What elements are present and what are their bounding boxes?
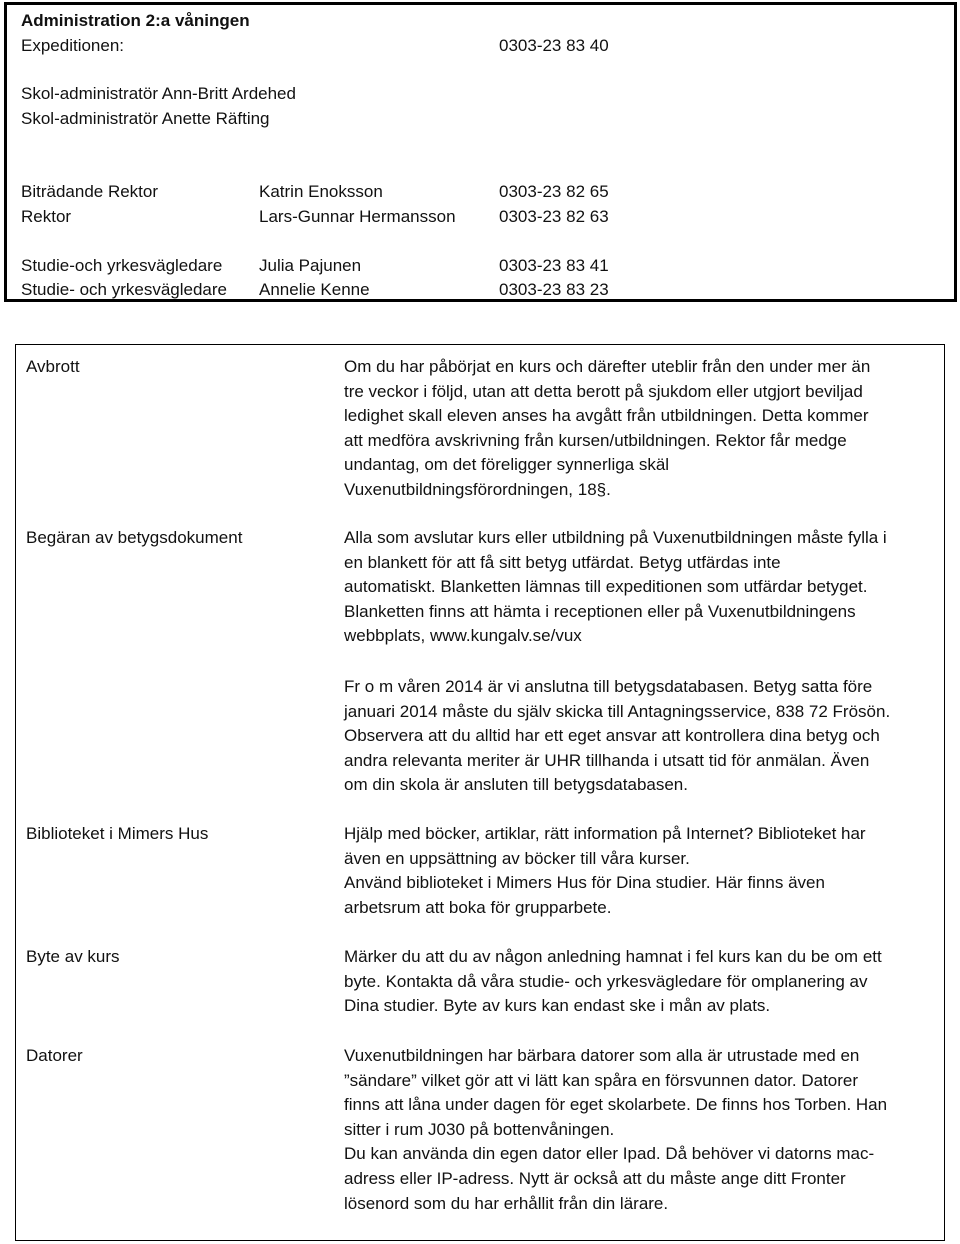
text-line: webbplats, www.kungalv.se/vux: [344, 626, 582, 646]
text-line: Du kan använda din egen dator eller Ipad. Då behöver vi datorns mac-: [344, 1144, 875, 1164]
staff-name: Julia Pajunen: [259, 256, 362, 275]
text-line: andra relevanta meriter är UHR tillhanda i utsatt tid för anmälan. Även: [344, 750, 870, 770]
staff-phone: 0303-23 83 41: [499, 256, 609, 275]
staff-role: Biträdande Rektor: [21, 182, 159, 201]
text-line: undantag, om det föreligger synnerliga skäl: [344, 455, 670, 475]
text-line: Fr o m våren 2014 är vi anslutna till betygsdatabasen. Betyg satta före: [344, 677, 873, 696]
staff-phone: 0303-23 82 63: [499, 207, 609, 226]
text-line: adress eller IP-adress. Nytt är också att du måste ange ditt Fronter: [344, 1168, 846, 1188]
text-line: finns att låna under dagen för eget skolarbete. De finns hos Torben. Han: [344, 1095, 888, 1115]
staff-phone: 0303-23 82 65: [499, 182, 609, 201]
info-box: [15, 344, 945, 1241]
staff-role: Rektor: [21, 207, 72, 226]
staff-name: Katrin Enoksson: [259, 182, 383, 201]
staff-role: Studie- och yrkesvägledare: [21, 280, 228, 299]
text-line: sitter i rum J030 på bottenvåningen.: [344, 1119, 615, 1139]
text-line: Om du har påbörjat en kurs och därefter uteblir från den under mer än: [344, 357, 871, 376]
section-label-datorer: Datorer: [26, 1046, 83, 1065]
admin-2: Skol-administratör Anette Räfting: [21, 109, 270, 128]
section-text-avbrott: [344, 355, 940, 503]
text-line: lösenord som du har erhållit från din lärare.: [344, 1193, 669, 1213]
section-text-byte: [344, 945, 940, 1019]
text-line: arbetsrum att boka för grupparbete.: [344, 897, 612, 917]
text-line: även en uppsättning av böcker till våra kurser.: [344, 848, 690, 868]
text-line: januari 2014 måste du själv skicka till Antagningsservice, 838 72 Frösön.: [344, 701, 891, 721]
text-line: Vuxenutbildningen har bärbara datorer som alla är utrustade med en: [344, 1046, 860, 1065]
text-line: Dina studier. Byte av kurs kan endast ske i mån av plats.: [344, 996, 771, 1016]
text-line: en blankett för att få sitt betyg utfärdat. Betyg utfärdas inte: [344, 552, 781, 572]
staff-phone: 0303-23 83 23: [499, 280, 609, 299]
staff-name: Annelie Kenne: [259, 280, 370, 299]
text-line: automatiskt. Blanketten lämnas till expeditionen som utfärdar betyget.: [344, 577, 868, 597]
expedition-phone: 0303-23 83 40: [499, 36, 609, 55]
admin-1: Skol-administratör Ann-Britt Ardehed: [21, 84, 296, 103]
text-line: Observera att du alltid har ett eget ansvar att kontrollera dina betyg och: [344, 726, 880, 746]
section-label-byte: Byte av kurs: [26, 947, 120, 966]
text-line: Hjälp med böcker, artiklar, rätt information på Internet? Biblioteket har: [344, 824, 866, 843]
expedition-label: Expeditionen:: [21, 36, 125, 55]
section-label-betyg: Begäran av betygsdokument: [26, 528, 243, 547]
text-line: Vuxenutbildningsförordningen, 18§.: [344, 479, 611, 499]
text-line: Märker du att du av någon anledning hamnat i fel kurs kan du be om ett: [344, 947, 882, 966]
staff-name: Lars-Gunnar Hermansson: [259, 207, 456, 226]
section-text-bibliotek: [344, 822, 940, 920]
section-label-avbrott: Avbrott: [26, 357, 80, 376]
text-line: om din skola är ansluten till betygsdatabasen.: [344, 775, 688, 795]
text-line: byte. Kontakta då våra studie- och yrkesvägledare för omplanering av: [344, 971, 868, 991]
section-text-betygsdatabas: [344, 675, 940, 798]
section-label-bibliotek: Biblioteket i Mimers Hus: [26, 824, 209, 843]
text-line: ”sändare” vilket gör att vi lätt kan spåra en försvunnen dator. Datorer: [344, 1070, 859, 1090]
text-line: ledighet skall eleven anses ha avgått från utbildningen. Detta kommer: [344, 406, 869, 426]
text-line: Alla som avslutar kurs eller utbildning på Vuxenutbildningen måste fylla i: [344, 528, 887, 547]
section-text-betyg: [344, 526, 940, 649]
text-line: tre veckor i följd, utan att detta berott på sjukdom eller utgjort beviljad: [344, 381, 863, 401]
text-line: att medföra avskrivning från kursen/utbildningen. Rektor får medge: [344, 430, 847, 450]
page-title: Administration 2:a våningen: [21, 11, 250, 30]
text-line: Blanketten finns att hämta i receptionen eller på Vuxenutbildningens: [344, 601, 856, 621]
contact-box: [4, 2, 957, 302]
section-text-datorer: [344, 1044, 940, 1216]
staff-role: Studie-och yrkesvägledare: [21, 256, 223, 275]
text-line: Använd biblioteket i Mimers Hus för Dina studier. Här finns även: [344, 873, 825, 893]
